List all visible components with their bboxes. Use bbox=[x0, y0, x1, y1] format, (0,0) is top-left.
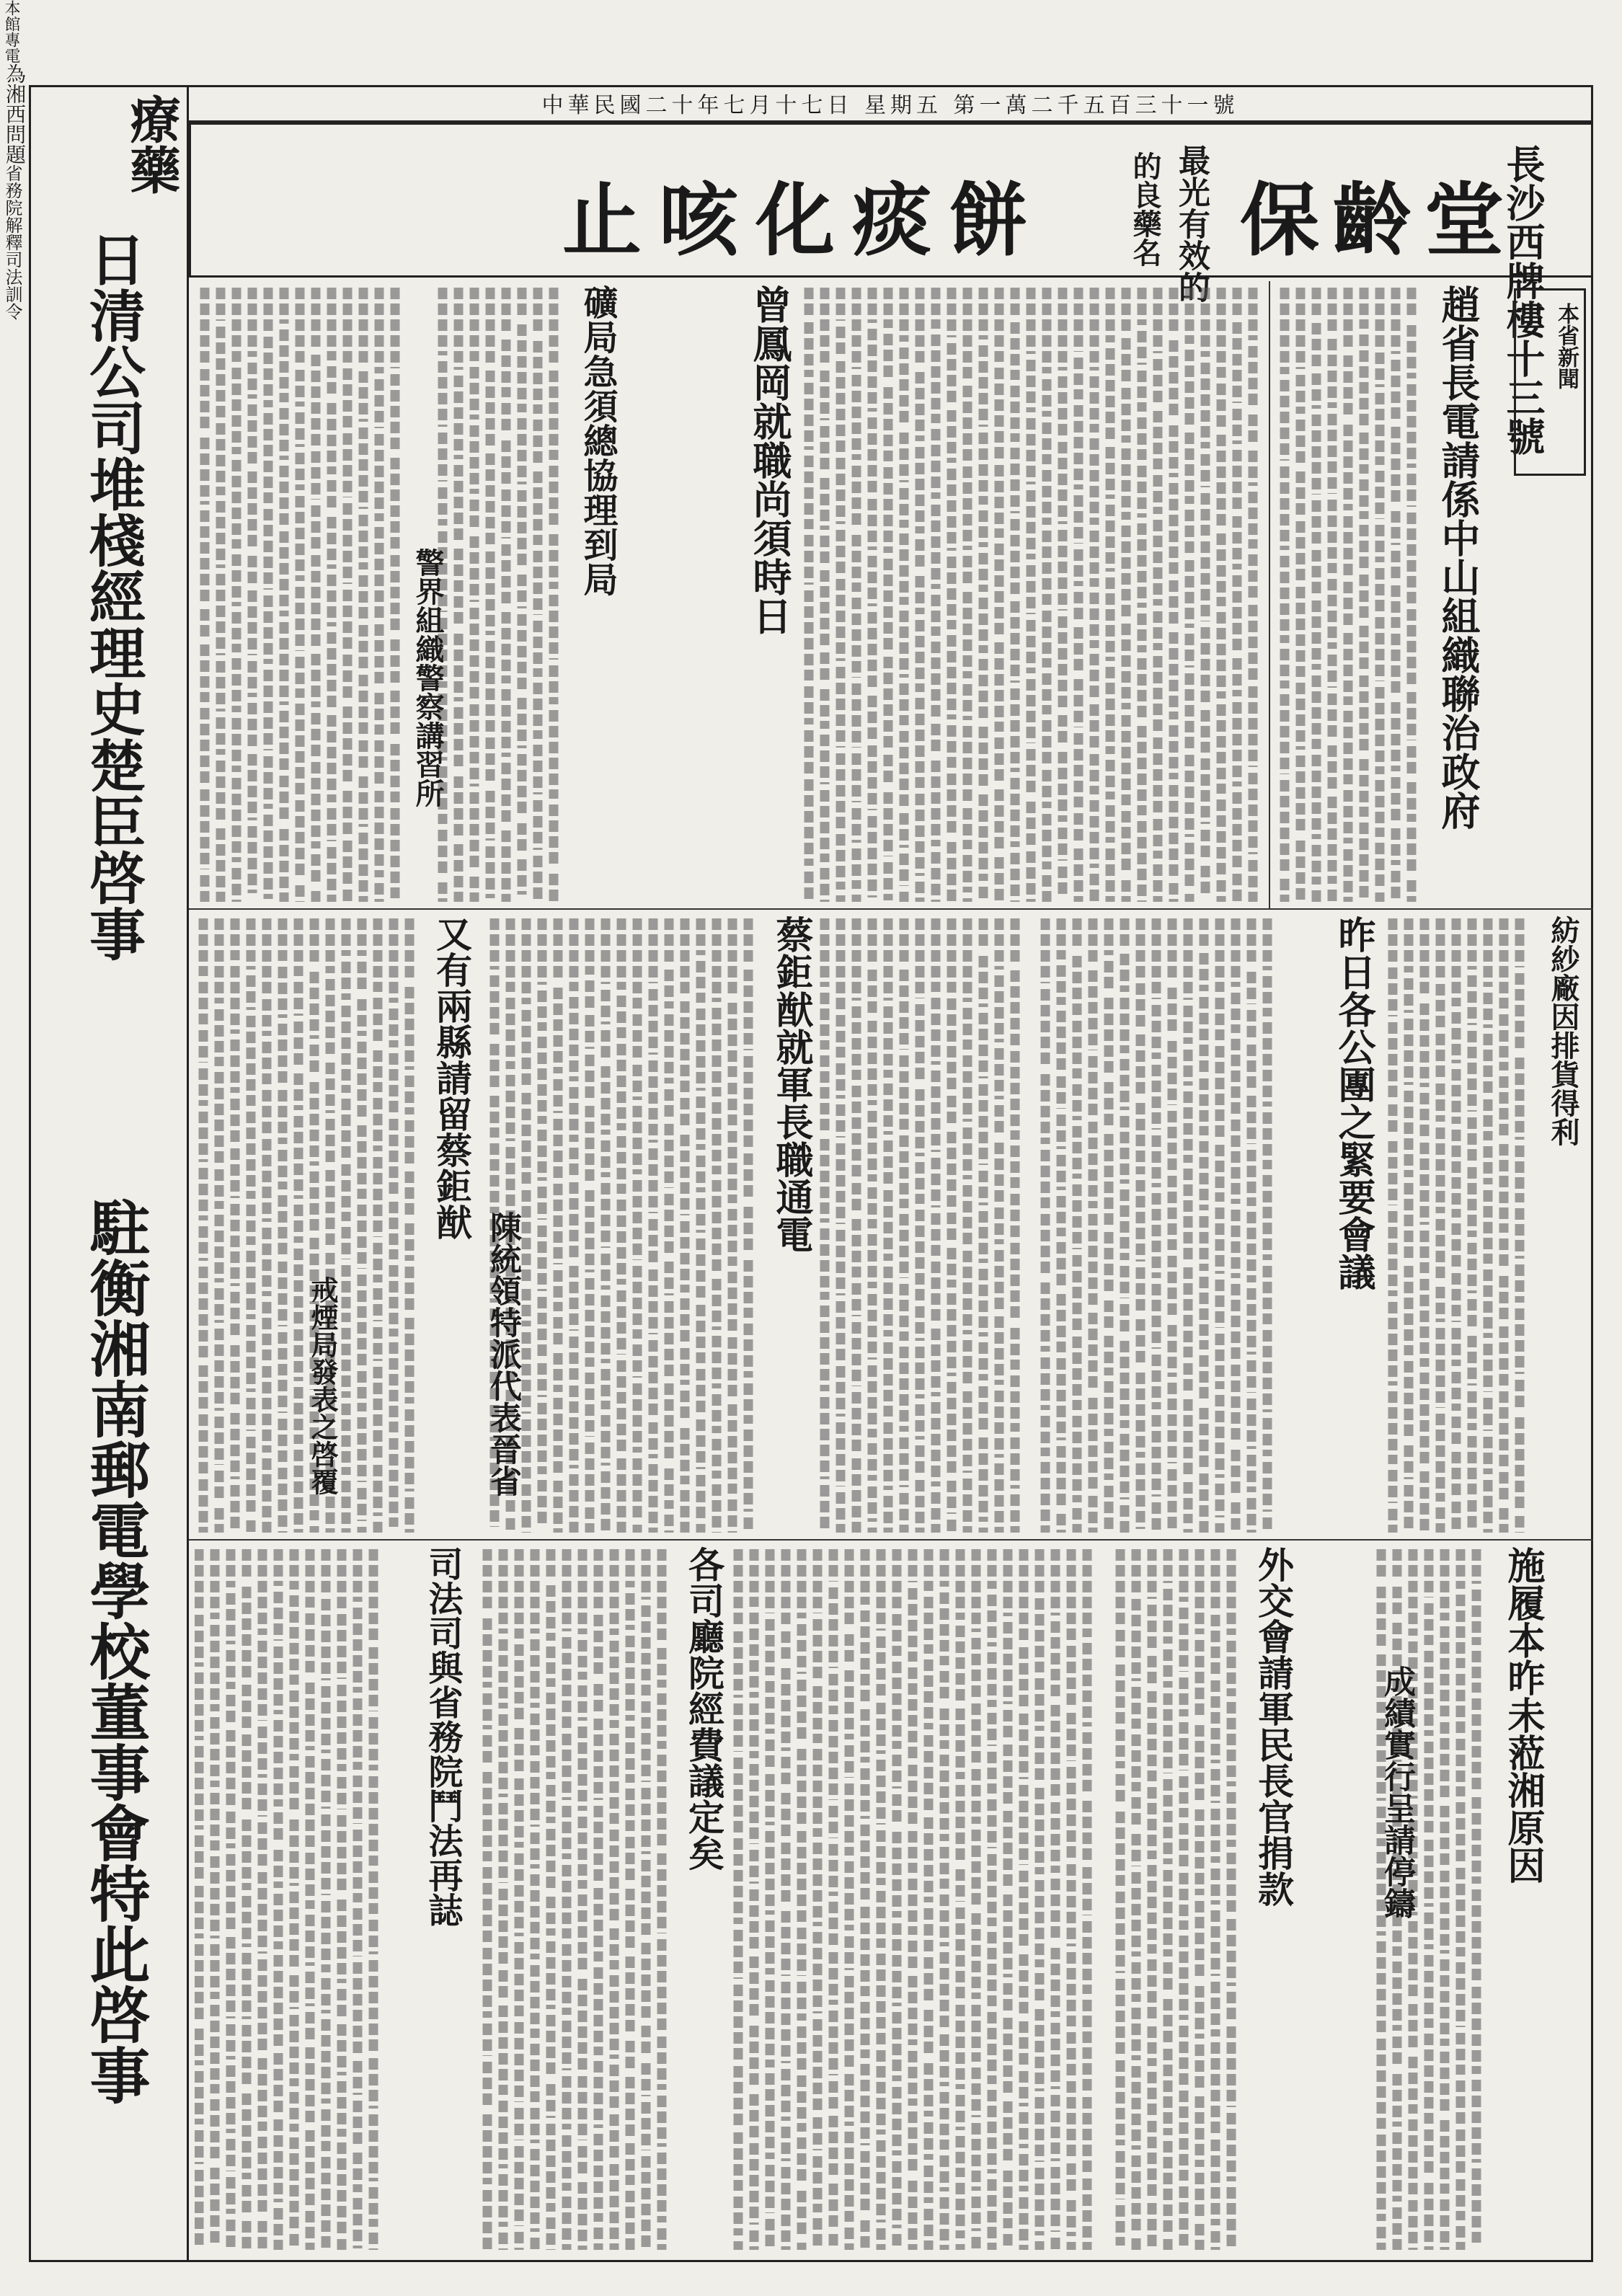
body-mine-bureau bbox=[433, 285, 562, 905]
headline-diplomatic-donation: 外交會請軍民長官捐款 bbox=[1252, 1546, 1295, 1907]
divider-upper bbox=[189, 908, 1593, 910]
print-texture bbox=[195, 285, 404, 905]
headline-shi-lvben: 施履本昨未蒞湘原因 bbox=[1501, 1546, 1545, 1884]
headline-governor-telegram: 趙省長電請係中山組織聯治政府 bbox=[1435, 285, 1481, 830]
body-cai-juyou-telegram bbox=[815, 916, 1024, 1535]
body-public-meeting bbox=[1031, 916, 1276, 1535]
headline-zeng-fenggang: 曾鳳岡就職尚須時日 bbox=[747, 285, 793, 635]
headline-two-counties: 又有兩縣請留蔡鉅猷 bbox=[430, 916, 473, 1240]
headline-cai-juyou-telegram: 蔡鉅猷就軍長職通電 bbox=[769, 916, 813, 1253]
print-texture bbox=[728, 1546, 1096, 2253]
print-texture bbox=[815, 916, 1024, 1535]
headline-chen-delegate: 陳統領特派代表晉省 bbox=[484, 1211, 521, 1497]
divider-col-1 bbox=[1269, 281, 1270, 908]
body-diplomatic-donation bbox=[1103, 1546, 1240, 2253]
print-texture bbox=[1031, 916, 1276, 1535]
left-ad-company: 日清公司堆棧經理史楚臣啓事 bbox=[80, 231, 146, 962]
ad-slogan-b: 的良藥名 bbox=[1128, 151, 1162, 267]
headline-mine-bureau: 礦局急須總協理到局 bbox=[577, 285, 618, 596]
body-judiciary-dispute bbox=[469, 1546, 670, 2253]
body-police-school bbox=[195, 285, 404, 905]
print-texture bbox=[1103, 1546, 1240, 2253]
headline-police-school: 警界組織警察講習所 bbox=[411, 548, 445, 807]
ad-slogan-a: 最光有效的 bbox=[1173, 144, 1210, 303]
ad-product: 止咳化痰餅 bbox=[562, 174, 1045, 267]
print-texture bbox=[1276, 285, 1420, 905]
headline-budget-settled: 各司廳院經費議定矣 bbox=[683, 1546, 725, 1871]
divider-lower bbox=[189, 1539, 1593, 1541]
note-public-meeting: 為湘西問題 bbox=[3, 63, 27, 164]
headline-mint-suspension: 成績實行呈請停鑄 bbox=[1378, 1665, 1415, 1919]
body-zeng-fenggang bbox=[793, 285, 1262, 905]
print-texture bbox=[195, 1546, 382, 2253]
side-label-top: 療藥 bbox=[122, 94, 182, 195]
print-texture bbox=[793, 285, 1262, 905]
headline-public-meeting: 昨日各公團之緊要會議 bbox=[1331, 916, 1375, 1290]
left-ad-school: 駐衡湘南郵電學校董事會特此啓事 bbox=[80, 1197, 151, 2105]
ad-address: 長沙西牌樓十三號 bbox=[1500, 144, 1546, 456]
headline-judiciary-dispute: 司法司與省務院鬥法再誌 bbox=[422, 1546, 463, 1927]
print-texture bbox=[433, 285, 562, 905]
ad-brand: 保齡堂 bbox=[1240, 174, 1517, 267]
body-affairs-interpretation bbox=[195, 1546, 382, 2253]
body-governor-telegram bbox=[1276, 285, 1420, 905]
print-texture bbox=[469, 1546, 670, 2253]
body-spinning-mill bbox=[1384, 916, 1528, 1535]
body-budget-settled bbox=[728, 1546, 1096, 2253]
headline-spinning-mill: 紡紗廠因排貨得利 bbox=[1546, 916, 1580, 1146]
section-label: 本館專電 bbox=[2, 0, 20, 63]
category-label: 本省新聞 bbox=[1554, 303, 1579, 389]
masthead-date-line: 中華民國二十年七月十七日 星期五 第一萬二千五百三十一號 bbox=[187, 85, 1593, 123]
note-affairs-interpretation: 省務院解釋司法訓令 bbox=[2, 164, 22, 320]
print-texture bbox=[1384, 916, 1528, 1535]
headline-opium-bureau: 戒煙局發表之啓覆 bbox=[306, 1276, 339, 1495]
